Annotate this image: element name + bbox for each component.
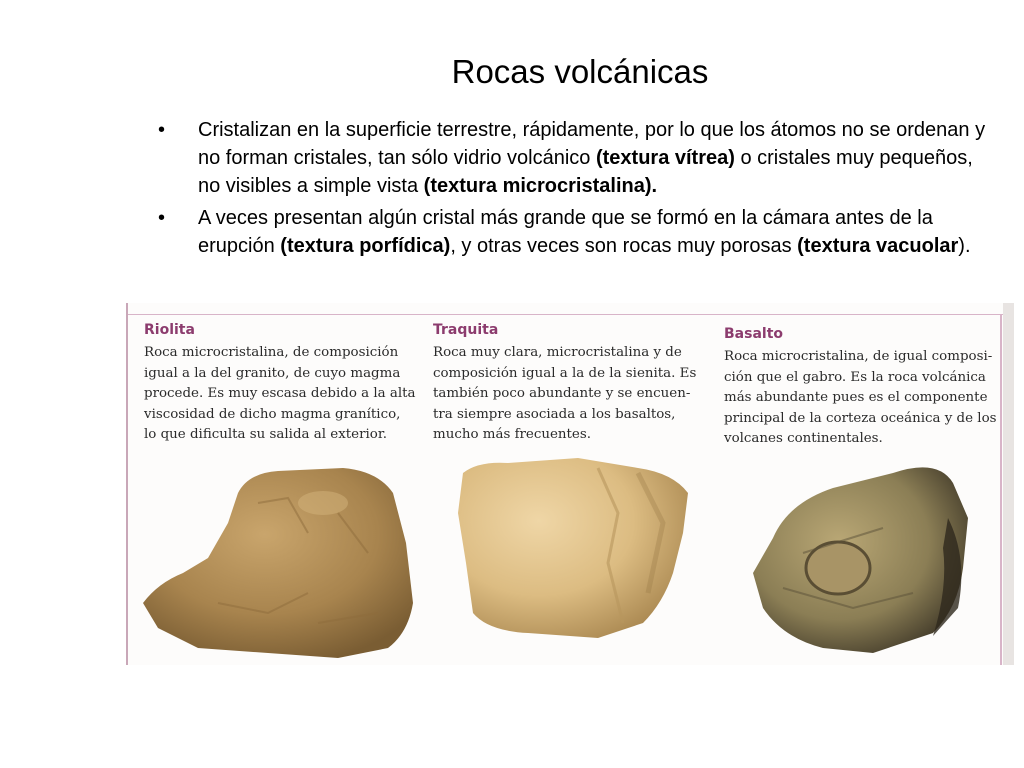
rock-name: Basalto <box>724 326 784 342</box>
rock-card-traquita <box>433 320 715 446</box>
bullet-text: A veces presentan algún cristal más grande que se formó en la cámara antes de la erupción <box>198 207 933 257</box>
rock-card-riolita <box>144 320 424 446</box>
frame-line <box>1000 314 1002 665</box>
bullet-text: o cristales muy pequeños, no visibles a simple vista <box>198 147 973 197</box>
bullet-list <box>158 116 988 264</box>
rock-description: Roca microcristalina, de composición igual a la del granito, de cuyo magma procede. Es muy escasa debido a la alta viscosidad de dicho magma granítico, lo que dificulta su salida al exterior. <box>144 345 416 443</box>
rock-card-basalto <box>724 324 1000 450</box>
bullet-marker: • <box>158 207 166 229</box>
bullet-emphasis: (textura microcristalina). <box>423 175 658 197</box>
page-edge <box>1003 303 1014 665</box>
textbook-scan-image <box>126 303 1014 665</box>
basalto-rock-photo <box>743 458 983 658</box>
bullet-item <box>158 116 988 200</box>
traquita-rock-photo <box>448 453 698 648</box>
bullet-emphasis: (textura vítrea) <box>595 147 735 169</box>
riolita-rock-photo <box>138 463 428 663</box>
rock-name: Traquita <box>433 322 499 338</box>
bullet-text: Cristalizan en la superficie terrestre, rápidamente, por lo que los átomos no se ordenan y no forman cristales, tan sólo vidrio volcánico <box>198 119 986 169</box>
bullet-emphasis: (textura porfídica) <box>280 235 451 257</box>
bullet-text: ). <box>958 235 971 257</box>
slide-title: Rocas volcánicas <box>451 53 709 90</box>
bullet-text: , y otras veces son rocas muy porosas <box>450 235 798 257</box>
bullet-item <box>158 204 988 260</box>
frame-line <box>128 314 1014 315</box>
bullet-marker: • <box>158 119 166 141</box>
bullet-emphasis: (textura vacuolar <box>797 235 959 257</box>
rock-name: Riolita <box>144 322 195 338</box>
rock-description: Roca muy clara, microcristalina y de composición igual a la de la sienita. Es también poco abundante y se encuen- tra siempre asociada a los basaltos, mucho más frecuentes. <box>433 345 697 443</box>
rock-description: Roca microcristalina, de igual composi- ción que el gabro. Es la roca volcánica más abundante pues es el componente principal de la corteza oceánica y de los volcanes continentales. <box>724 349 997 447</box>
